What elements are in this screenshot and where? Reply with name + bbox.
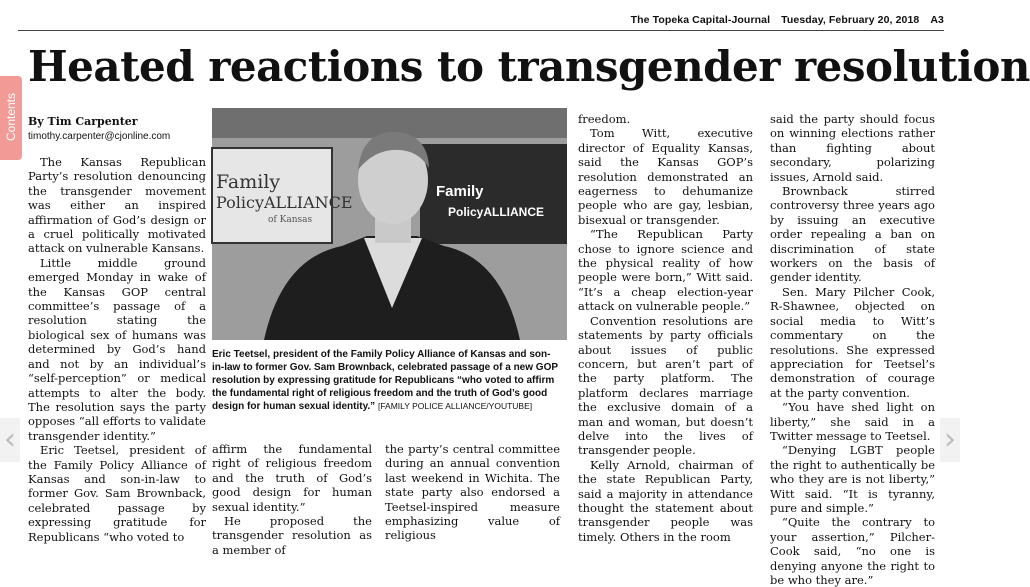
photo-illustration <box>212 108 567 340</box>
issue-date: Tuesday, February 20, 2018 <box>781 14 920 26</box>
paragraph: Kelly Arnold, chairman of the state Republican Party, said a majority in attendance thought the statement about transgender people was timely. Others in the room <box>578 457 753 544</box>
paragraph: Sen. Mary Pilcher Cook, R-Shawnee, objected on social media to Witt’s commentary on the resolutions. She expressed appreciation for Teetsel’s demonstration of courage at the party convention. <box>770 284 935 400</box>
article-column-3 <box>578 112 753 544</box>
article-column-4 <box>770 112 935 587</box>
article-column-2b <box>385 442 560 543</box>
paragraph: Tom Witt, executive director of Equality Kansas, said the Kansas GOP’s resolution demonstrated an eagerness to dehumanize people who are gay, lesbian, bisexual or transgender. <box>578 126 753 227</box>
paragraph: Eric Teetsel, president of the Family Policy Alliance of Kansas and son-in-law to former Gov. Sam Brownback, celebrated passage by expressing gratitude for Republicans “who voted to <box>28 443 206 544</box>
paragraph: “Denying LGBT people the right to authentically be who they are is not liberty,” Witt said. “It is tyranny, pure and simple.” <box>770 443 935 515</box>
caption-text: Eric Teetsel, president of the Family Policy Alliance of Kansas and son-in-law to former Gov. Sam Brownback, celebrated passage of a new GOP resolution by expressing gratitude for Republicans “who voted to affirm the fundamental right of religious freedom and the truth of God’s good design for human sexual identity.” <box>212 349 558 412</box>
paragraph: freedom. <box>578 112 631 126</box>
next-page-button[interactable]: › <box>940 418 960 462</box>
paragraph: Little middle ground emerged Monday in wake of the Kansas GOP central committee’s passage of a resolution stating the biological sex of humans was determined by God’s hand and not by an individual’s “self-perception” or medical attempts to alter the body. The resolution says the party opposes “all efforts to validate transgender identity.” <box>28 255 206 443</box>
paragraph: “You have shed light on liberty,” she said in a Twitter message to Teetsel. <box>770 400 935 443</box>
paragraph: He proposed the transgender resolution as a member of <box>212 514 372 557</box>
author-name: By Tim Carpenter <box>28 115 138 128</box>
contents-tab[interactable] <box>0 76 22 160</box>
headline: Heated reactions to transgender resolution <box>28 42 1030 91</box>
article-photo <box>212 108 567 340</box>
screen-right-line1: Family <box>436 183 484 200</box>
paragraph: affirm the fundamental right of religious freedom and the truth of God’s good design for human sexual identity.” <box>212 442 372 514</box>
paper-name: The Topeka Capital-Journal <box>630 14 771 26</box>
paragraph: Convention resolutions are statements by party officials about issues of public concern, but aren’t part of the party platform. The platform declares marriage the exclusive domain of a man and woman, but doesn’t delve into the lives of transgender people. <box>578 313 753 458</box>
paragraph: “The Republican Party chose to ignore science and the physical reality of how people were born,” Witt said. “It’s a cheap election-year attack on vulnerable people.” <box>578 227 753 314</box>
screen-left-line1: Family <box>216 171 281 193</box>
paragraph: said the party should focus on winning elections rather than fighting about secondary, polarizing issues, Arnold said. <box>770 112 935 184</box>
top-rule <box>18 30 944 31</box>
previous-page-button[interactable]: ‹ <box>0 418 20 462</box>
paragraph: The Kansas Republican Party’s resolution denouncing the transgender movement was either an inspired affirmation of God’s design or a cruel politically motivated attack on vulnerable Kansans. <box>28 155 206 256</box>
page-number: A3 <box>930 14 944 26</box>
screen-right-line2: PolicyALLIANCE <box>448 205 545 219</box>
masthead <box>623 14 944 26</box>
contents-label: Contents <box>4 92 18 142</box>
article-column-2a <box>212 442 372 557</box>
photo-caption <box>212 348 562 413</box>
paragraph: “Quite the contrary to your assertion,” Pilcher-Cook said, “no one is denying anyone the right to be who they are.” <box>770 515 935 587</box>
screen-left-line2: PolicyALLIANCE <box>216 193 353 212</box>
photo-credit: [FAMILY POLICE ALLIANCE/YOUTUBE] <box>377 401 533 411</box>
byline <box>28 115 203 142</box>
paragraph: Brownback stirred controversy three years ago by issuing an executive order repealing a ban on discrimination of state workers on the basis of gender identity. <box>770 184 935 285</box>
paragraph: the party’s central committee during an annual convention last weekend in Wichita. The state party also endorsed a Teetsel-inspired measure emphasizing value of religious <box>385 442 560 543</box>
article-column-1 <box>28 155 206 544</box>
screen-left-line3: of Kansas <box>268 215 313 225</box>
author-email[interactable]: timothy.carpenter@cjonline.com <box>28 131 171 142</box>
